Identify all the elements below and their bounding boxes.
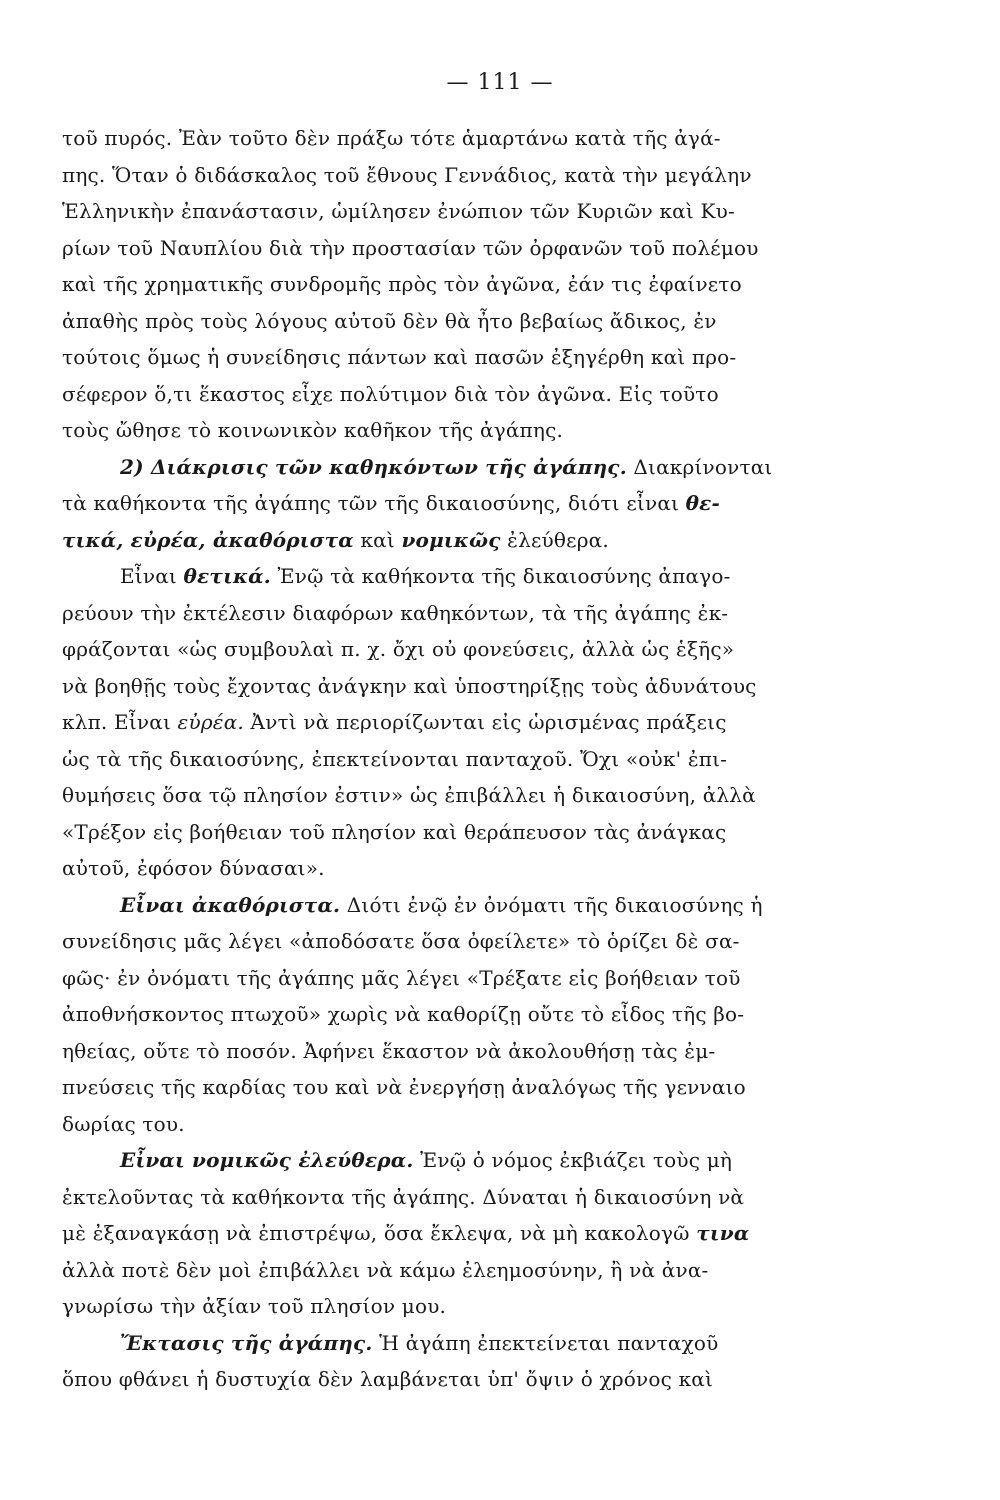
text-line (62, 1069, 880, 1106)
body-text (62, 120, 880, 1398)
text-run: δωρίας του. (62, 1111, 185, 1136)
emphasized-text: τικά, εὐρέα, ἀκαθόριστα (62, 527, 354, 552)
text-run: «Τρέξον εἰς βοήθειαν τοῦ πλησίον καὶ θεράπευσον τὰς ἀνάγκας (62, 819, 727, 844)
text-line (62, 230, 880, 267)
text-run: ἀποθνήσκοντος πτωχοῦ» χωρὶς νὰ καθορίζῃ οὔτε τὸ εἶδος τῆς βο- (62, 1002, 745, 1026)
text-line (62, 412, 880, 449)
text-line (62, 814, 880, 851)
text-run: Ἡ ἀγάπη ἐπεκτείνεται πανταχοῦ (372, 1330, 719, 1355)
text-run: ἀπαθὴς πρὸς τοὺς λόγους αὐτοῦ δὲν θὰ ἦτο βεβαίως ἄδικος, ἐν (62, 308, 717, 333)
text-run: ἐκτελοῦντας τὰ καθήκοντα τῆς ἀγάπης. Δύναται ἡ δικαιοσύνη νὰ (62, 1184, 745, 1209)
text-line (62, 668, 880, 705)
emphasized-text: θε- (685, 491, 721, 515)
text-line (62, 704, 880, 741)
text-run: γνωρίσω τὴν ἀξίαν τοῦ πλησίον μου. (62, 1294, 447, 1318)
text-line (62, 1288, 880, 1325)
text-run: ρεύουν τὴν ἐκτέλεσιν διαφόρων καθηκόντων, τὰ τῆς ἀγάπης ἐκ- (62, 600, 729, 625)
emphasized-text: Ἔκτασις τῆς ἀγάπης. (120, 1330, 373, 1355)
text-run: ἐλεύθερα. (500, 527, 609, 552)
text-run: αὐτοῦ, ἐφόσον δύνασαι». (62, 856, 325, 880)
text-run: νὰ βοηθῇς τοὺς ἔχοντας ἀνάγκην καὶ ὑποστηρίξῃς τοὺς ἀδυνάτους (62, 673, 757, 698)
text-line (62, 1215, 880, 1252)
text-run: μὲ ἐξαναγκάσῃ νὰ ἐπιστρέψω, ὅσα ἔκλεψα, νὰ μὴ κακολογῶ (62, 1221, 697, 1245)
text-line (62, 1252, 880, 1289)
text-line (62, 1325, 880, 1362)
emphasized-text: Εἶναι νομικῶς ἐλεύθερα. (120, 1148, 414, 1172)
text-run: Ἀντὶ νὰ περιορίζωνται εἰς ὡρισμένας πράξεις (244, 710, 727, 734)
text-run: Διότι ἐνῷ ἐν ὀνόματι τῆς δικαιοσύνης ἡ (340, 892, 763, 917)
text-run: ηθείας, οὔτε τὸ ποσόν. Ἀφήνει ἕκαστον νὰ ἀκολουθήσῃ τὰς ἐμ- (62, 1038, 716, 1063)
text-run: τούτοις ὅμως ἡ συνείδησις πάντων καὶ πασῶν ἐξηγέρθη καὶ προ- (62, 345, 737, 369)
text-line (62, 1106, 880, 1143)
text-line (62, 157, 880, 194)
text-run: ὡς τὰ τῆς δικαιοσύνης, ἐπεκτείνονται πανταχοῦ. Ὄχι «οὐκ' ἐπι- (62, 746, 728, 771)
text-line (62, 741, 880, 778)
text-run: Ἐνῷ ὁ νόμος ἐκβιάζει τοὺς μὴ (413, 1148, 733, 1172)
page-number: — 111 — (446, 70, 554, 95)
text-line (62, 1361, 880, 1398)
text-line (62, 1179, 880, 1216)
text-line (62, 850, 880, 887)
text-run: τοῦ πυρός. Ἐὰν τοῦτο δὲν πράξω τότε ἁμαρτάνω κατὰ τῆς ἀγά- (62, 126, 721, 150)
text-run: τὰ καθήκοντα τῆς ἀγάπης τῶν τῆς δικαιοσύνης, διότι εἶναι (62, 491, 686, 515)
text-run: Διακρίνονται (626, 454, 773, 479)
text-line (62, 303, 880, 340)
text-run: πνεύσεις τῆς καρδίας του καὶ νὰ ἐνεργήσῃ ἀναλόγως τῆς γενναιο (62, 1075, 746, 1099)
text-line (62, 376, 880, 413)
text-line (62, 339, 880, 376)
text-run: Εἶναι (120, 564, 184, 588)
emphasized-text: εὐρέα. (177, 710, 244, 734)
text-run: Ἑλληνικὴν ἐπανάστασιν, ὡμίλησεν ἐνώπιον τῶν Κυριῶν καὶ Κυ- (62, 199, 735, 223)
text-line (62, 120, 880, 157)
text-line (62, 1033, 880, 1070)
text-line (62, 522, 880, 559)
text-line (62, 777, 880, 814)
text-run: σέφερον ὅ,τι ἕκαστος εἶχε πολύτιμον διὰ τὸν ἀγῶνα. Εἰς τοῦτο (62, 381, 719, 406)
emphasized-text: θετικά. (183, 564, 271, 588)
text-line (62, 449, 880, 486)
text-run: καὶ (353, 527, 402, 552)
text-line (62, 887, 880, 924)
text-line (62, 996, 880, 1033)
text-line (62, 266, 880, 303)
text-run: ἀλλὰ ποτὲ δὲν μοὶ ἐπιβάλλει νὰ κάμω ἐλεημοσύνην, ἢ νὰ ἀνα- (62, 1257, 709, 1282)
text-line (62, 193, 880, 230)
text-line (62, 485, 880, 522)
text-run: φῶς· ἐν ὀνόματι τῆς ἀγάπης μᾶς λέγει «Τρέξατε εἰς βοήθειαν τοῦ (62, 965, 741, 990)
text-run: φράζονται «ὡς συμβουλαὶ π. χ. ὄχι οὐ φονεύσεις, ἀλλὰ ὡς ἑξῆς» (62, 637, 735, 661)
emphasized-text: Εἶναι ἀκαθόριστα. (120, 892, 341, 917)
text-run: καὶ τῆς χρηματικῆς συνδρομῆς πρὸς τὸν ἀγῶνα, ἐάν τις ἐφαίνετο (62, 272, 742, 296)
text-line (62, 923, 880, 960)
emphasized-text: 2) Διάκρισις τῶν καθηκόντων τῆς ἀγάπης. (120, 454, 627, 479)
text-line (62, 558, 880, 595)
emphasized-text: νομικῶς (401, 527, 501, 552)
text-run: τοὺς ὤθησε τὸ κοινωνικὸν καθῆκον τῆς ἀγάπης. (62, 418, 564, 442)
text-line (62, 595, 880, 632)
text-line (62, 960, 880, 997)
text-run: συνείδησις μᾶς λέγει «ἀποδόσατε ὅσα ὀφείλετε» τὸ ὁρίζει δὲ σα- (62, 929, 740, 953)
text-run: ρίων τοῦ Ναυπλίου διὰ τὴν προστασίαν τῶν ὀρφανῶν τοῦ πολέμου (62, 235, 759, 260)
text-run: Ἐνῷ τὰ καθήκοντα τῆς δικαιοσύνης ἀπαγο- (270, 564, 731, 588)
text-run: πης. Ὅταν ὁ διδάσκαλος τοῦ ἔθνους Γεννάδιος, κατὰ τὴν μεγάλην (62, 162, 752, 187)
emphasized-text: τινα (696, 1221, 750, 1245)
text-run: ὅπου φθάνει ἡ δυστυχία δὲν λαμβάνεται ὑπ' ὄψιν ὁ χρόνος καὶ (62, 1367, 714, 1391)
text-line (62, 631, 880, 668)
text-run: θυμήσεις ὅσα τῷ πλησίον ἐστιν» ὡς ἐπιβάλλει ἡ δικαιοσύνη, ἀλλὰ (62, 783, 756, 807)
text-run: κλπ. Εἶναι (62, 710, 178, 734)
text-line (62, 1142, 880, 1179)
